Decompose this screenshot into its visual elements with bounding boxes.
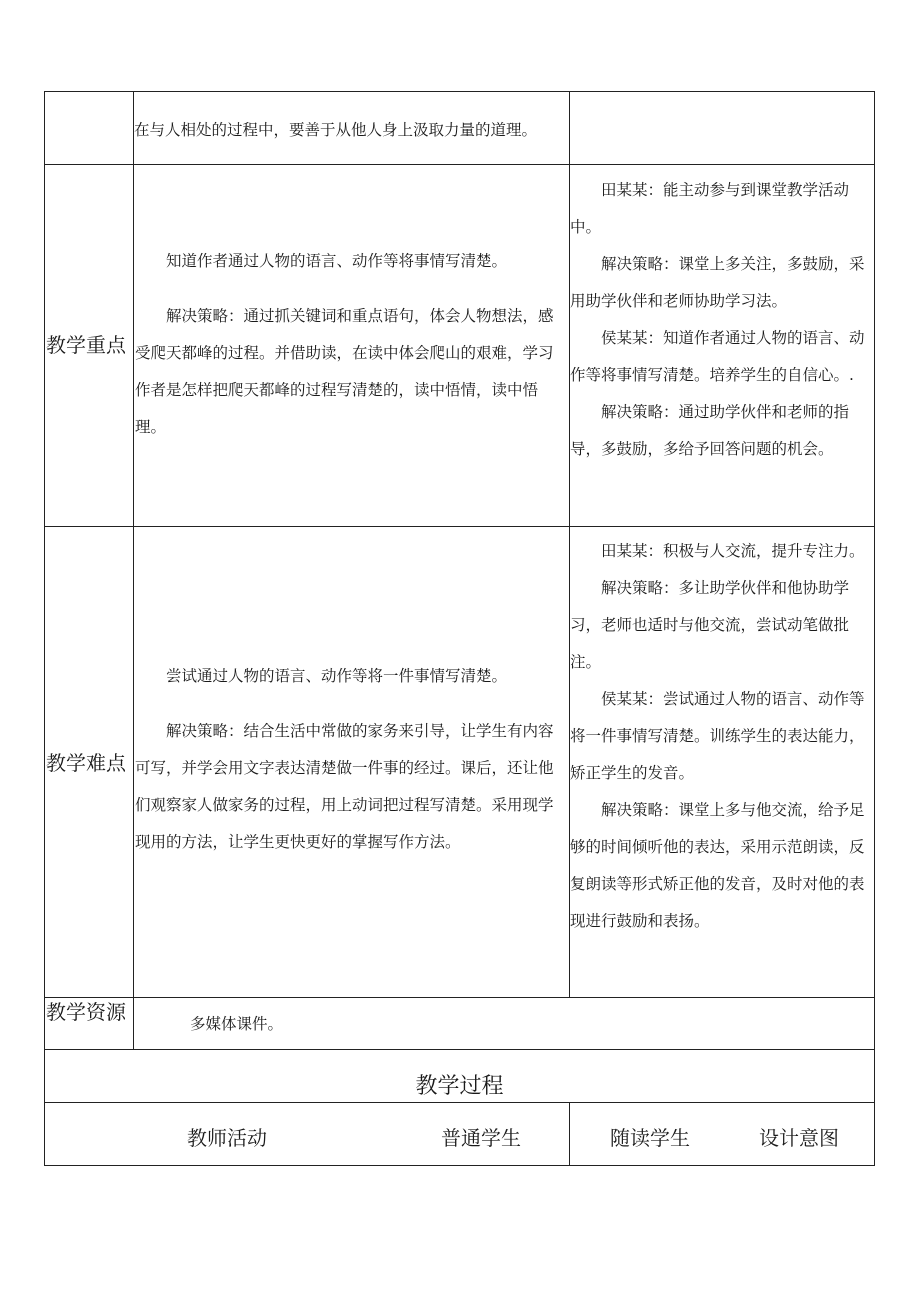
table-rule: [44, 1165, 875, 1166]
difficult-points-label: 教学难点: [46, 751, 126, 775]
difficult-points-strategy-2: 解决策略：课堂上多与他交流，给予足够的时间倾听他的表达，采用示范朗读，反复朗读等形式矫正他的发音，及时对他的表现进行鼓励和表扬。: [570, 801, 865, 930]
table-rule: [133, 91, 134, 1049]
table-rule: [44, 1049, 875, 1050]
key-points-student-1: 田某某：能主动参与到课堂教学活动中。: [570, 181, 850, 236]
table-rule: [44, 526, 875, 527]
difficult-points-main: [135, 658, 568, 861]
key-points-student-2: 侯某某：知道作者通过人物的语言、动作等将事情写清楚。培养学生的自信心。.: [570, 329, 865, 384]
table-rule: [569, 1102, 570, 1165]
column-header-inclusion-students: 随读学生: [610, 1126, 690, 1150]
column-header-design-intent: 设计意图: [759, 1126, 839, 1150]
process-title: 教学过程: [415, 1074, 504, 1099]
difficult-points-strategy-1: 解决策略：多让助学伙伴和他协助学习，老师也适时与他交流，尝试动笔做批注。: [570, 579, 850, 671]
key-points-label: 教学重点: [46, 333, 126, 357]
difficult-points-student-2: 侯某某：尝试通过人物的语言、动作等将一件事情写清楚。训练学生的表达能力，矫正学生的发音。: [570, 690, 865, 782]
difficult-points-student-1: 田某某：积极与人交流，提升专注力。: [601, 542, 865, 560]
difficult-points-strategy: 解决策略：结合生活中常做的家务来引导，让学生有内容可写，并学会用文字表达清楚做一件事的经过。课后，还让他们观察家人做家务的过程，用上动词把过程写清楚。采用现学现用的方法，让学生更快更好的掌握写作方法。: [135, 722, 554, 851]
table-rule: [44, 91, 45, 1166]
key-points-strategy-2: 解决策略：通过助学伙伴和老师的指导，多鼓励，多给予回答问题的机会。: [570, 403, 850, 458]
column-header-teacher: 教师活动: [187, 1126, 267, 1150]
difficult-points-side: [570, 533, 875, 940]
intro-text-cell: [134, 115, 574, 145]
key-points-strategy: 解决策略：通过抓关键词和重点语句，体会人物想法，感受爬天都峰的过程。并借助读，在读中体会爬山的艰难，学习作者是怎样把爬天都峰的过程写清楚的，读中悟情，读中悟理。: [135, 307, 554, 436]
key-points-strategy-1: 解决策略：课堂上多关注，多鼓励，采用助学伙伴和老师协助学习法。: [570, 255, 865, 310]
table-rule: [44, 91, 875, 92]
resources-text: 多媒体课件。: [190, 1015, 284, 1033]
key-points-side: [570, 172, 875, 468]
difficult-points-goal: 尝试通过人物的语言、动作等将一件事情写清楚。: [166, 667, 508, 685]
intro-text: 在与人相处的过程中，要善于从他人身上汲取力量的道理。: [134, 121, 538, 139]
column-header-regular-students: 普通学生: [441, 1126, 521, 1150]
resources-label: 教学资源: [46, 1000, 126, 1024]
table-rule: [44, 1102, 875, 1103]
key-points-main: [135, 243, 568, 446]
table-rule: [44, 997, 875, 998]
lesson-plan-table: [44, 91, 875, 1166]
resources-cell: [190, 1009, 690, 1039]
key-points-goal: 知道作者通过人物的语言、动作等将事情写清楚。: [166, 252, 508, 270]
table-rule: [44, 164, 875, 165]
